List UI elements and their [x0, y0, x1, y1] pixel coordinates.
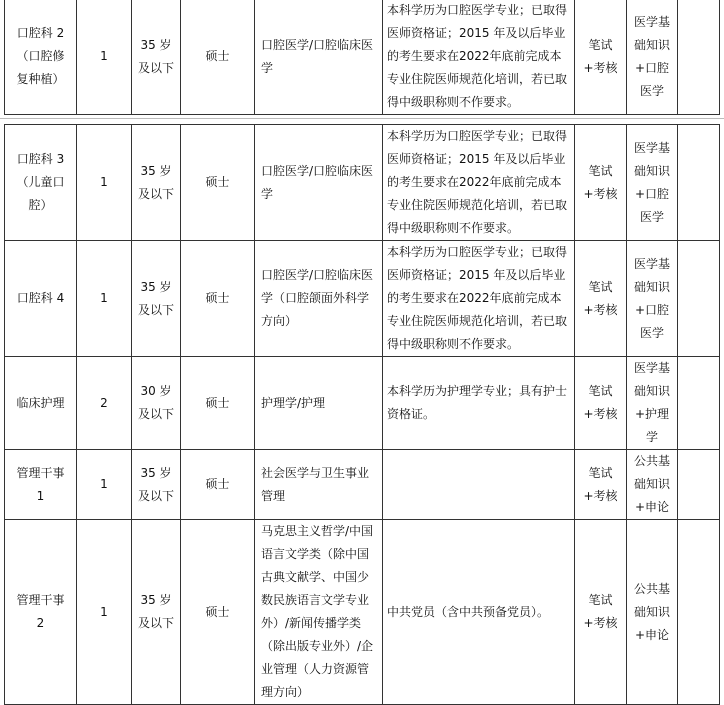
empty-cell	[678, 520, 720, 705]
exam-cell: 笔试+考核	[575, 241, 627, 357]
recruitment-table	[4, 124, 720, 705]
subject-cell: 公共基础知识+申论	[627, 450, 678, 520]
exam-cell: 笔试+考核	[575, 450, 627, 520]
empty-cell	[678, 241, 720, 357]
requirement-cell: 本科学历为护理学专业；具有护士资格证。	[383, 357, 575, 450]
dept-cell: 管理干事 1	[5, 450, 77, 520]
age-cell: 35 岁及以下	[132, 450, 181, 520]
count-cell: 2	[77, 357, 132, 450]
major-cell: 护理学/护理	[255, 357, 383, 450]
table-row	[5, 520, 720, 705]
dept-cell: 口腔科 4	[5, 241, 77, 357]
empty-cell	[678, 450, 720, 520]
age-cell: 30 岁及以下	[132, 357, 181, 450]
age-cell: 35 岁及以下	[132, 125, 181, 241]
subject-cell: 医学基础知识+口腔医学	[627, 125, 678, 241]
requirement-cell	[383, 450, 575, 520]
requirement-cell: 本科学历为口腔医学专业；已取得医师资格证；2015 年及以后毕业的考生要求在2022年底前完成本专业住院医师规范化培训，若已取得中级职称则不作要求。	[383, 125, 575, 241]
degree-cell: 硕士	[181, 241, 255, 357]
degree-cell: 硕士	[181, 450, 255, 520]
degree-cell: 硕士	[181, 520, 255, 705]
exam-cell: 笔试+考核	[575, 0, 627, 115]
dept-cell: 临床护理	[5, 357, 77, 450]
table-row	[5, 0, 720, 115]
age-cell: 35 岁及以下	[132, 520, 181, 705]
subject-cell: 医学基础知识+护理学	[627, 357, 678, 450]
exam-cell: 笔试+考核	[575, 520, 627, 705]
dept-cell: 口腔科 3（儿童口腔）	[5, 125, 77, 241]
empty-cell	[678, 125, 720, 241]
degree-cell: 硕士	[181, 125, 255, 241]
dept-cell: 口腔科 2（口腔修复种植）	[5, 0, 77, 115]
major-cell: 马克思主义哲学/中国语言文学类（除中国古典文献学、中国少数民族语言文学专业外）/新闻传播学类（除出版专业外）/企业管理（人力资源管理方向）	[255, 520, 383, 705]
page-break-line	[0, 118, 724, 119]
count-cell: 1	[77, 520, 132, 705]
requirement-cell: 中共党员（含中共预备党员）。	[383, 520, 575, 705]
major-cell: 口腔医学/口腔临床医学（口腔颌面外科学方向）	[255, 241, 383, 357]
major-cell: 口腔医学/口腔临床医学	[255, 0, 383, 115]
table-row	[5, 357, 720, 450]
age-cell: 35 岁及以下	[132, 241, 181, 357]
count-cell: 1	[77, 241, 132, 357]
exam-cell: 笔试+考核	[575, 357, 627, 450]
dept-cell: 管理干事 2	[5, 520, 77, 705]
empty-cell	[678, 0, 720, 115]
count-cell: 1	[77, 450, 132, 520]
count-cell: 1	[77, 125, 132, 241]
recruitment-table-top	[4, 0, 720, 115]
requirement-cell: 本科学历为口腔医学专业；已取得医师资格证；2015 年及以后毕业的考生要求在2022年底前完成本专业住院医师规范化培训，若已取得中级职称则不作要求。	[383, 0, 575, 115]
table-row	[5, 241, 720, 357]
requirement-cell: 本科学历为口腔医学专业；已取得医师资格证；2015 年及以后毕业的考生要求在2022年底前完成本专业住院医师规范化培训，若已取得中级职称则不作要求。	[383, 241, 575, 357]
table-row	[5, 450, 720, 520]
degree-cell: 硕士	[181, 357, 255, 450]
subject-cell: 医学基础知识+口腔医学	[627, 241, 678, 357]
count-cell: 1	[77, 0, 132, 115]
subject-cell: 医学基础知识+口腔医学	[627, 0, 678, 115]
exam-cell: 笔试+考核	[575, 125, 627, 241]
degree-cell: 硕士	[181, 0, 255, 115]
major-cell: 口腔医学/口腔临床医学	[255, 125, 383, 241]
age-cell: 35 岁及以下	[132, 0, 181, 115]
table-row	[5, 125, 720, 241]
subject-cell: 公共基础知识+申论	[627, 520, 678, 705]
major-cell: 社会医学与卫生事业管理	[255, 450, 383, 520]
empty-cell	[678, 357, 720, 450]
